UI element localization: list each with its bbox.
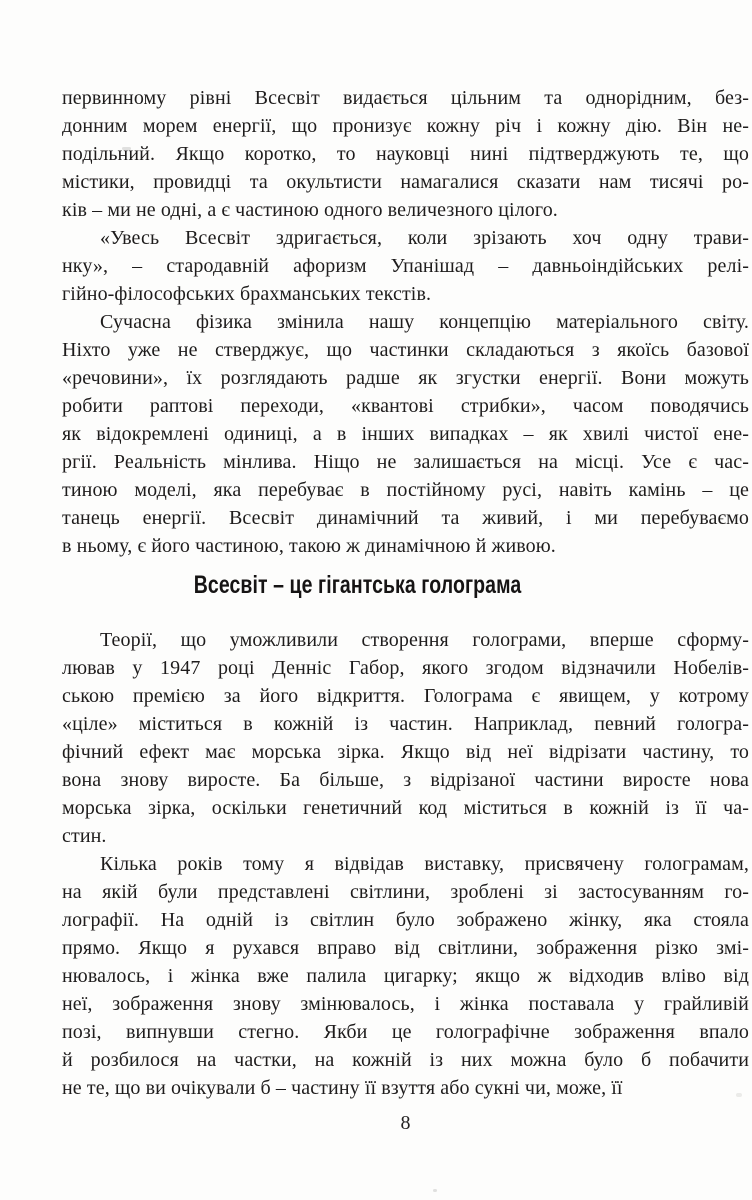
text-line: на якій були представлені світлини, зроблені зі застосуванням го- — [62, 881, 749, 903]
paragraph — [62, 626, 749, 850]
text-line: танець енергії. Всесвіт динамічний та живий, і ми перебуваємо — [62, 507, 749, 529]
text-line: Ніхто уже не стверджує, що частинки складаються з якоїсь базової — [62, 339, 749, 361]
paragraph — [62, 84, 749, 224]
text-line: подільний. Якщо коротко, то науковці нині підтверджують те, що — [62, 143, 749, 165]
paragraph — [62, 308, 749, 560]
text-line: стин. — [62, 825, 107, 847]
text-line: донним морем енергії, що пронизує кожну річ і кожну дію. Він не- — [62, 115, 749, 137]
text-line: вона знову виросте. Ба більше, з відрізаної частини виросте нова — [62, 769, 749, 791]
text-line: лографії. На одній із світлин було зображено жінку, яка стояла — [62, 909, 749, 931]
paragraph — [62, 850, 749, 1102]
section-heading: Всесвіт – це гігантська голограма — [193, 571, 522, 599]
text-line: тиною моделі, яка перебуває в постійному русі, навіть камінь – це — [62, 479, 749, 501]
page-text — [62, 84, 749, 1102]
text-line: містики, провидці та окультисти намагалися сказати нам тисячі ро- — [62, 171, 749, 193]
text-line: ків – ми не одні, а є частиною одного величезного цілого. — [62, 199, 558, 221]
text-line: лював у 1947 році Денніс Габор, якого згодом відзначили Нобелів- — [62, 657, 749, 679]
text-line: Сучасна фізика змінила нашу концепцію матеріального світу. — [100, 311, 749, 333]
text-line: первинному рівні Всесвіт видається цільним та однорідним, без- — [62, 87, 749, 109]
text-line: прямо. Якщо я рухався вправо від світлини, зображення різко змі- — [62, 937, 749, 959]
text-line: не те, що ви очікували б – частину її взуття або сукні чи, може, її — [62, 1077, 623, 1099]
text-line: ргії. Реальність мінлива. Ніщо не залишається на місці. Усе є час- — [62, 451, 749, 473]
text-line: нку», – стародавній афоризм Упанішад – давньоіндійських релі- — [62, 255, 749, 277]
text-line: робити раптові переходи, «квантові стрибки», часом поводячись — [62, 395, 749, 417]
text-line: ською премією за його відкриття. Голограма є явищем, у котрому — [62, 685, 749, 707]
text-line: «Увесь Всесвіт здригається, коли зрізають хоч одну трави- — [100, 227, 749, 249]
text-line: фічний ефект має морська зірка. Якщо від неї відрізати частину, то — [62, 741, 749, 763]
text-line: гійно-філософських брахманських текстів. — [62, 283, 432, 305]
text-line: нювалось, і жінка вже палила цигарку; якщо ж відходив вліво від — [62, 965, 749, 987]
paragraph — [62, 224, 749, 308]
text-line: «ціле» міститься в кожній із частин. Наприклад, певний гологра- — [62, 713, 749, 735]
text-line: як відокремлені одиниці, а в інших випадках – як хвилі чистої ене- — [62, 423, 749, 445]
text-line: в ньому, є його частиною, такою ж динамічною й живою. — [62, 535, 556, 557]
text-line: Теорії, що уможливили створення голограми, вперше сформу- — [100, 629, 749, 651]
text-line: й розбилося на частки, на кожній із них можна було б побачити — [62, 1049, 749, 1071]
text-line: неї, зображення знову змінювалось, і жінка поставала у грайливій — [62, 993, 749, 1015]
scan-speck — [433, 1189, 437, 1192]
text-line: морська зірка, оскільки генетичний код міститься в кожній із її ча- — [62, 797, 749, 819]
text-line: «речовини», їх розглядають радше як згустки енергії. Вони можуть — [62, 367, 749, 389]
text-line: позі, випнувши стегно. Якби це голографічне зображення впало — [62, 1021, 749, 1043]
text-line: Кілька років тому я відвідав виставку, присвячену голограмам, — [100, 853, 749, 875]
page-number: 8 — [400, 1112, 411, 1134]
